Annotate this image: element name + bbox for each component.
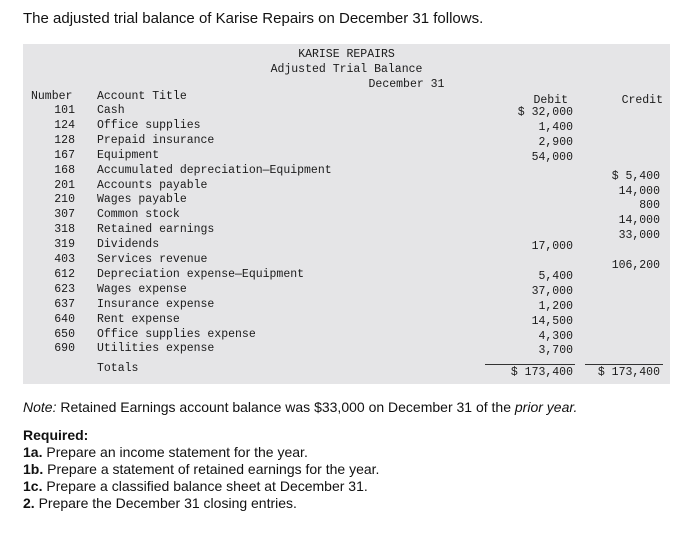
debit-amount: 5,400 bbox=[538, 269, 573, 283]
debit-amount: 1,400 bbox=[538, 120, 573, 134]
account-title: Wages payable bbox=[97, 193, 187, 207]
statement-date: December 31 bbox=[368, 78, 445, 91]
required-item: 1a. Prepare an income statement for the year. bbox=[23, 444, 308, 460]
account-title: Accumulated depreciation—Equipment bbox=[97, 163, 332, 177]
debit-amount: 54,000 bbox=[531, 150, 573, 164]
debit-amount: 17,000 bbox=[531, 240, 573, 254]
column-header-credit: Credit bbox=[621, 94, 663, 107]
required-heading: Required: bbox=[23, 427, 89, 443]
debit-amount: 14,500 bbox=[531, 314, 573, 328]
account-number: 612 bbox=[54, 267, 75, 281]
note-prefix: Note: bbox=[23, 399, 57, 415]
account-number: 690 bbox=[54, 342, 75, 356]
note-emphasis: prior year. bbox=[514, 399, 578, 415]
account-title: Insurance expense bbox=[97, 297, 215, 311]
totals-label: Totals bbox=[97, 362, 139, 375]
account-title: Wages expense bbox=[97, 282, 187, 296]
account-title: Prepaid insurance bbox=[97, 133, 215, 147]
debit-amount: 3,700 bbox=[538, 344, 573, 358]
debit-amount: 1,200 bbox=[538, 299, 573, 313]
account-title: Utilities expense bbox=[97, 342, 215, 356]
credit-amount: 14,000 bbox=[618, 184, 660, 198]
account-title: Cash bbox=[97, 104, 125, 117]
account-number: 403 bbox=[54, 253, 75, 266]
account-number: 650 bbox=[54, 327, 75, 341]
account-title: Dividends bbox=[97, 238, 160, 252]
account-number: 318 bbox=[54, 223, 75, 237]
statement-title: Adjusted Trial Balance bbox=[270, 63, 423, 76]
credit-amount: 14,000 bbox=[618, 214, 660, 228]
intro-text: The adjusted trial balance of Karise Repairs on December 31 follows. bbox=[23, 10, 484, 27]
total-credit: $ 173,400 bbox=[597, 366, 660, 379]
account-number: 101 bbox=[54, 104, 75, 117]
account-title: Office supplies expense bbox=[97, 327, 256, 341]
company-name: KARISE REPAIRS bbox=[298, 48, 395, 61]
account-number: 623 bbox=[54, 282, 75, 296]
credit-amount: 800 bbox=[639, 199, 660, 213]
column-header-number: Number bbox=[31, 90, 73, 103]
required-item: 1c. Prepare a classified balance sheet at December 31. bbox=[23, 478, 368, 494]
account-title: Services revenue bbox=[97, 253, 208, 266]
account-number: 128 bbox=[54, 133, 75, 147]
credit-amount: 33,000 bbox=[618, 229, 660, 243]
account-number: 319 bbox=[54, 238, 75, 252]
account-number: 637 bbox=[54, 297, 75, 311]
account-number: 210 bbox=[54, 193, 75, 207]
required-item: 2. Prepare the December 31 closing entries. bbox=[23, 495, 297, 511]
credit-amount: 106,200 bbox=[611, 259, 660, 272]
total-debit: $ 173,400 bbox=[510, 366, 573, 379]
credit-amount: $ 5,400 bbox=[611, 169, 660, 183]
account-title: Accounts payable bbox=[97, 178, 208, 192]
account-number: 307 bbox=[54, 208, 75, 222]
account-title: Equipment bbox=[97, 148, 160, 162]
account-number: 168 bbox=[54, 163, 75, 177]
account-title: Common stock bbox=[97, 208, 180, 222]
account-number: 124 bbox=[54, 118, 75, 132]
account-title: Rent expense bbox=[97, 312, 180, 326]
account-title: Depreciation expense—Equipment bbox=[97, 267, 305, 281]
account-number: 640 bbox=[54, 312, 75, 326]
debit-amount: 37,000 bbox=[531, 284, 573, 298]
debit-total-rule bbox=[485, 364, 575, 365]
account-number: 167 bbox=[54, 148, 75, 162]
account-title: Retained earnings bbox=[97, 223, 215, 237]
debit-amount: 4,300 bbox=[538, 329, 573, 343]
trial-balance-table bbox=[23, 44, 670, 384]
note-text: Retained Earnings account balance was $33,000 on December 31 of the bbox=[56, 399, 515, 415]
credit-total-rule bbox=[585, 364, 663, 365]
column-header-account: Account Title bbox=[97, 90, 187, 103]
account-number: 201 bbox=[54, 178, 75, 192]
debit-amount: 2,900 bbox=[538, 135, 573, 149]
required-section bbox=[23, 427, 379, 512]
note bbox=[23, 399, 577, 415]
required-item: 1b. Prepare a statement of retained earnings for the year. bbox=[23, 461, 380, 477]
column-header-debit: Debit bbox=[533, 94, 568, 107]
account-title: Office supplies bbox=[97, 118, 201, 132]
debit-amount: $ 32,000 bbox=[517, 106, 573, 119]
